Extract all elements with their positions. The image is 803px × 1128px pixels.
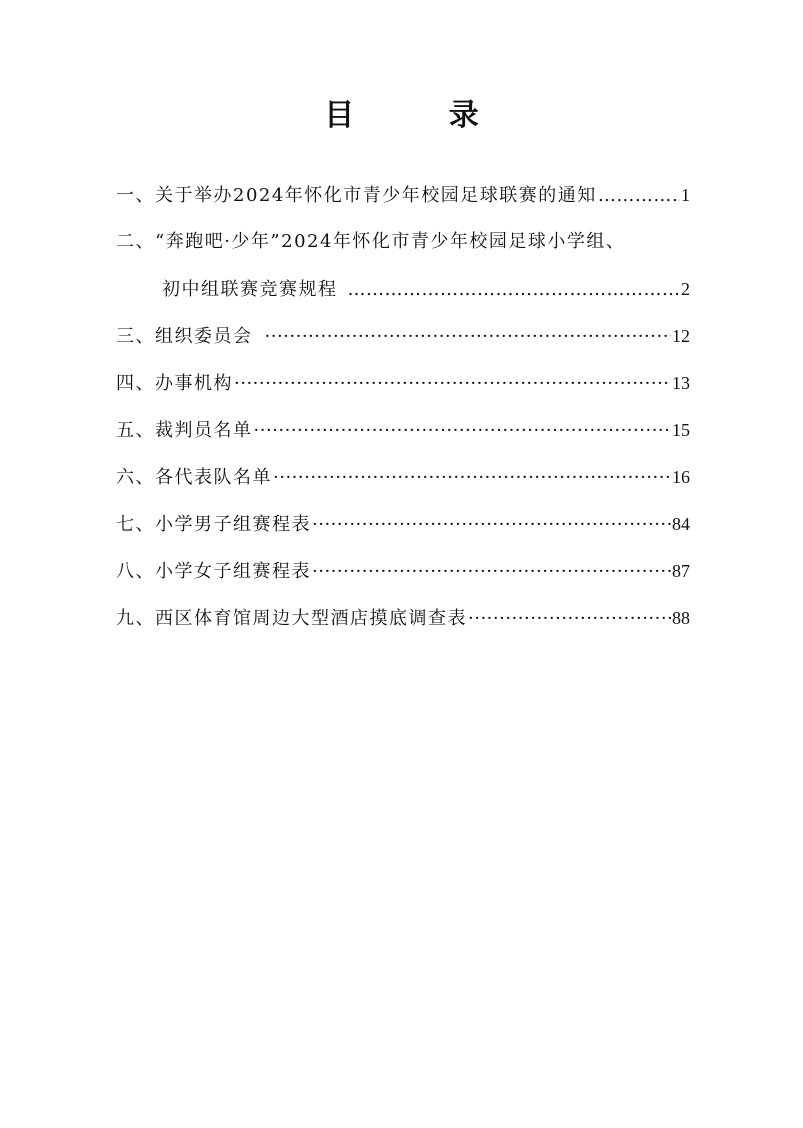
- toc-entry-label: 三、组织委员会: [116, 326, 253, 347]
- toc-page-number: 88: [672, 608, 690, 628]
- toc-entry-label: 四、办事机构: [116, 373, 233, 394]
- toc-leader: [254, 416, 672, 446]
- toc-entry-label: 五、裁判员名单: [116, 420, 253, 441]
- toc-entry-4[interactable]: [116, 368, 690, 398]
- toc-entry-6[interactable]: [116, 462, 690, 492]
- toc-entry-8[interactable]: [116, 556, 690, 586]
- toc-entry-label: 八、小学女子组赛程表: [116, 561, 311, 582]
- toc-entry-label: 九、西区体育馆周边大型酒店摸底调查表: [116, 608, 467, 629]
- toc-leader: [468, 604, 671, 634]
- toc-leader: [348, 275, 681, 305]
- toc-entry-1[interactable]: [116, 180, 690, 210]
- toc-leader: [234, 369, 671, 399]
- toc-entry-7[interactable]: [116, 509, 690, 539]
- toc-entry-label: 一、关于举办2024年怀化市青少年校园足球联赛的通知: [116, 185, 597, 206]
- toc-page-number: 2: [681, 279, 690, 299]
- page-title: 目 录: [324, 98, 521, 133]
- toc-page-number: 84: [672, 514, 690, 534]
- toc-entry-label: 二、“奔跑吧·少年”2024年怀化市青少年校园足球小学组、: [116, 231, 626, 252]
- table-of-contents: [116, 180, 690, 633]
- toc-entry-9[interactable]: [116, 603, 690, 633]
- toc-page-number: 15: [672, 420, 690, 440]
- toc-entry-3[interactable]: [116, 321, 690, 351]
- toc-page-number: 13: [672, 373, 690, 393]
- toc-page-number: 1: [681, 185, 690, 205]
- toc-entry-2[interactable]: [116, 227, 690, 257]
- toc-page-number: 12: [672, 326, 690, 346]
- toc-leader: [273, 463, 671, 493]
- toc-page-number: 87: [672, 561, 690, 581]
- toc-page-number: 16: [672, 467, 690, 487]
- toc-leader: [312, 557, 671, 587]
- toc-entry-label: 六、各代表队名单: [116, 467, 272, 488]
- toc-entry-5[interactable]: [116, 415, 690, 445]
- toc-entry-2-continued[interactable]: [116, 274, 690, 304]
- toc-leader: [312, 510, 671, 540]
- toc-leader: [598, 181, 680, 211]
- toc-entry-label: 七、小学男子组赛程表: [116, 514, 311, 535]
- toc-leader: [265, 322, 672, 352]
- toc-entry-label: 初中组联赛竞赛规程: [162, 279, 338, 300]
